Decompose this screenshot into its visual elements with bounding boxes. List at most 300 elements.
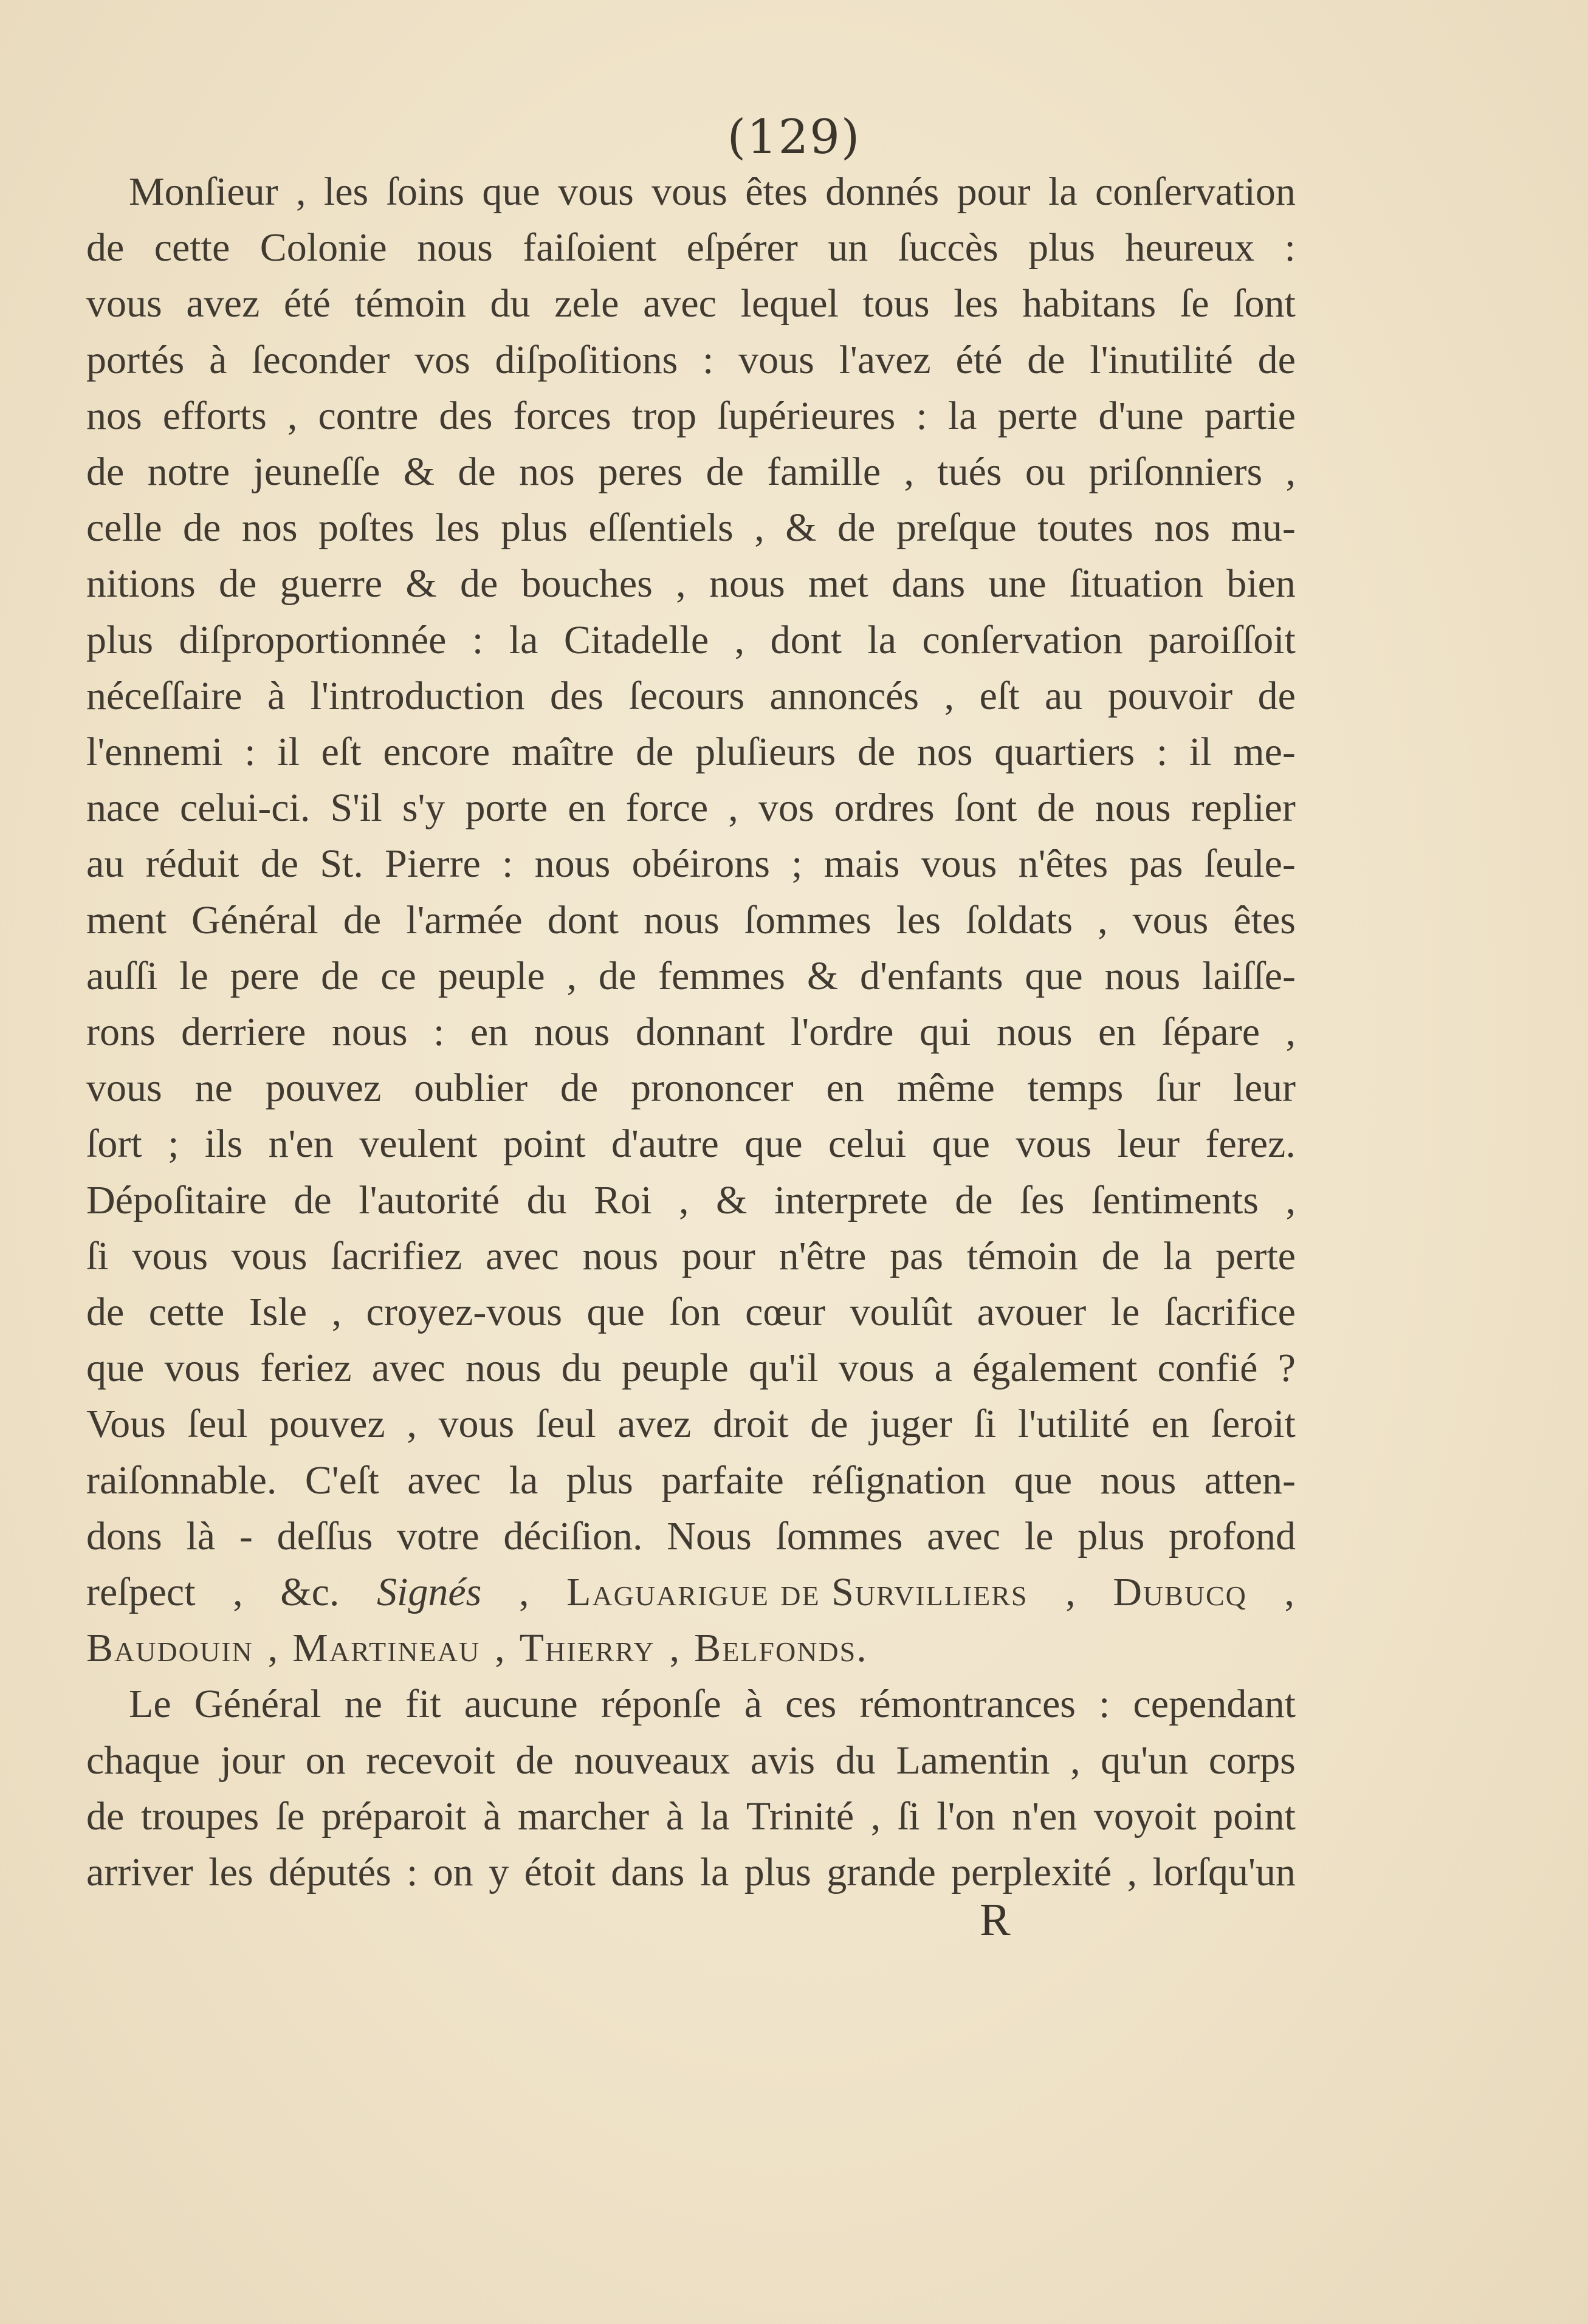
word: de: [86, 1290, 125, 1334]
word: la: [1048, 170, 1078, 214]
word: Thierry: [519, 1626, 655, 1671]
word: l'on: [937, 1794, 995, 1839]
word: cœur: [745, 1290, 826, 1334]
word: on: [305, 1738, 346, 1783]
word: nace: [86, 786, 160, 831]
word: Le: [129, 1682, 171, 1727]
word: nous: [996, 1010, 1073, 1054]
word: les: [896, 897, 941, 942]
word: en: [470, 1010, 509, 1054]
word: à: [483, 1794, 501, 1839]
word: eſpérer: [686, 225, 798, 270]
word: réſignation: [812, 1458, 986, 1503]
word: nous: [534, 1010, 610, 1054]
text-line: [86, 1845, 1296, 1901]
word: nos: [1154, 506, 1211, 550]
word: guerre: [280, 561, 383, 606]
word: l'autorité: [359, 1177, 500, 1222]
word: du: [526, 1177, 567, 1222]
word: vous: [132, 1233, 208, 1278]
word: pour: [681, 1233, 755, 1278]
word: avez: [617, 1402, 692, 1447]
word: pouvez: [269, 1402, 385, 1447]
word: nous: [1095, 786, 1171, 831]
word: chaque: [86, 1738, 200, 1783]
word: nos: [241, 506, 298, 550]
word: voyoit: [1093, 1794, 1197, 1839]
word: ſi: [974, 1402, 997, 1447]
word: ſeul: [187, 1402, 248, 1447]
word: replier: [1191, 786, 1296, 831]
word: ſommes: [744, 897, 871, 942]
word: de: [955, 1177, 993, 1222]
word: celle: [86, 506, 162, 550]
word: nous: [1100, 1458, 1177, 1503]
word: de: [1257, 337, 1296, 382]
text-line: [86, 1004, 1296, 1060]
word: &c.: [280, 1570, 340, 1614]
word: avec: [485, 1233, 559, 1278]
word: Dubucq: [1113, 1570, 1247, 1614]
word: n'être: [779, 1233, 867, 1278]
word: à: [267, 673, 286, 718]
word: donnés: [825, 170, 940, 214]
word: ,: [754, 506, 765, 550]
word: vos: [414, 337, 470, 382]
word: plus: [744, 1850, 811, 1894]
word: vous: [1016, 1122, 1092, 1167]
word: ne: [344, 1682, 382, 1727]
word: ſeule-: [1204, 842, 1296, 886]
word: nous: [582, 1233, 659, 1278]
word: famille: [767, 450, 881, 494]
word: les: [208, 1850, 253, 1894]
word: ſacrifiez: [331, 1233, 462, 1278]
word: vous: [1132, 897, 1209, 942]
word: ſeroit: [1211, 1402, 1296, 1447]
word: dons: [86, 1513, 162, 1558]
word: atten-: [1204, 1458, 1296, 1503]
page-number: (129): [727, 110, 861, 165]
word: ,: [518, 1570, 529, 1614]
word: été: [283, 281, 331, 326]
word: heureux: [1125, 225, 1255, 270]
word: femmes: [658, 953, 785, 998]
word: du: [561, 1346, 602, 1391]
word: ,: [233, 1570, 243, 1614]
word: l'ordre: [790, 1010, 894, 1054]
word: peuple: [438, 953, 545, 998]
word: ;: [791, 842, 803, 886]
word: vos: [758, 786, 814, 831]
text-line: [86, 1733, 1296, 1789]
word: au: [86, 842, 125, 886]
word: ſentiments: [1091, 1177, 1259, 1222]
word: ,: [407, 1402, 417, 1447]
word: que: [586, 1290, 645, 1334]
word: vous: [651, 170, 727, 214]
word: &: [716, 1177, 748, 1222]
word: :: [1099, 1682, 1110, 1727]
word: une: [988, 561, 1047, 606]
word: nos: [86, 393, 142, 438]
word: ?: [1277, 1346, 1296, 1391]
word: force: [625, 786, 709, 831]
word: de: [1101, 1233, 1140, 1278]
word: ,: [944, 673, 955, 718]
word: de: [260, 842, 299, 886]
word: ,: [331, 1290, 342, 1334]
word: avec: [371, 1346, 445, 1391]
word: eſt: [979, 673, 1020, 718]
word: de: [1037, 786, 1075, 831]
word: de: [857, 730, 896, 774]
word: veulent: [359, 1122, 478, 1167]
word: avec: [407, 1458, 481, 1503]
word: au: [1045, 673, 1083, 718]
word: maître: [511, 730, 614, 774]
word: Nous: [667, 1513, 752, 1558]
word: ſort: [86, 1122, 142, 1167]
word: des: [439, 393, 493, 438]
word: ſe: [1180, 281, 1209, 326]
word: l'inutilité: [1090, 337, 1233, 382]
word: ce: [380, 953, 416, 998]
word: nous: [331, 1010, 408, 1054]
text-line: [129, 1676, 1296, 1732]
word: Général: [191, 897, 318, 942]
word: cette: [148, 1290, 225, 1334]
word: vous: [438, 1402, 515, 1447]
word: cependant: [1133, 1682, 1296, 1727]
word: le: [1110, 1290, 1140, 1334]
word: croyez-vous: [366, 1290, 563, 1334]
word: eſt: [321, 730, 362, 774]
word: que: [744, 1122, 803, 1167]
word: Isle: [249, 1290, 308, 1334]
word: l'avez: [839, 337, 931, 382]
word: reſpect: [86, 1570, 196, 1614]
word: pas: [1129, 842, 1183, 886]
word: ſacrifice: [1164, 1290, 1296, 1334]
word: efforts: [162, 393, 267, 438]
word: Lamentin: [896, 1738, 1050, 1783]
word: point: [1213, 1794, 1296, 1839]
text-line: [86, 1173, 1296, 1229]
word: tués: [937, 450, 1002, 494]
text-line: [86, 1565, 1294, 1620]
word: pluſieurs: [695, 730, 836, 774]
word: ,: [679, 1177, 689, 1222]
word: êtes: [1233, 897, 1296, 942]
word: que: [1014, 1458, 1073, 1503]
word: de: [218, 561, 257, 606]
word: on: [433, 1850, 473, 1894]
word: la: [867, 617, 897, 662]
word: :: [244, 730, 256, 774]
word: ,: [669, 1626, 680, 1671]
word: ,: [676, 561, 686, 606]
word: lequel: [740, 281, 839, 326]
word: Laguarigue de Survilliers: [566, 1570, 1028, 1614]
text-line: [86, 1116, 1296, 1172]
word: quartiers: [994, 730, 1135, 774]
word: ,: [904, 450, 914, 494]
word: conſervation: [922, 617, 1123, 662]
word: étoit: [524, 1850, 596, 1894]
word: &: [785, 506, 817, 550]
word: avec: [643, 281, 717, 326]
word: celui-ci.: [179, 786, 311, 831]
word: aucune: [464, 1682, 578, 1727]
word: marcher: [517, 1794, 650, 1839]
word: ſont: [1233, 281, 1296, 326]
word: ,: [1127, 1850, 1137, 1894]
word: peuple: [621, 1346, 729, 1391]
word: paroiſſoit: [1148, 617, 1296, 662]
word: même: [896, 1066, 995, 1111]
word: de: [86, 225, 125, 270]
word: témoin: [354, 281, 466, 326]
word: nous: [534, 842, 611, 886]
word: ,: [870, 1794, 881, 1839]
word: en: [1098, 1010, 1136, 1054]
signature-mark: R: [980, 1894, 1011, 1945]
word: nitions: [86, 561, 196, 606]
word: ,: [296, 170, 306, 214]
word: ,: [728, 786, 738, 831]
word: :: [1156, 730, 1168, 774]
word: cette: [154, 225, 230, 270]
word: vous: [86, 1066, 162, 1111]
word: ordres: [834, 786, 935, 831]
word: également: [972, 1346, 1138, 1391]
text-line: [86, 612, 1296, 668]
word: feriez: [260, 1346, 352, 1391]
word: poſtes: [318, 506, 414, 550]
word: raiſonnable.: [86, 1458, 277, 1503]
word: ſeconder: [252, 337, 390, 382]
word: avez: [186, 281, 260, 326]
word: à: [744, 1682, 762, 1727]
word: rons: [86, 1010, 156, 1054]
word: il: [1189, 730, 1212, 774]
word: ,: [566, 953, 577, 998]
word: pour: [957, 170, 1031, 214]
word: recevoit: [366, 1738, 495, 1783]
word: interprete: [774, 1177, 928, 1222]
word: grande: [827, 1850, 936, 1894]
word: laiſſe-: [1202, 953, 1296, 998]
word: Martineau: [292, 1626, 481, 1671]
word: de: [560, 1066, 599, 1111]
word: ſe: [275, 1794, 305, 1839]
word: perte: [997, 393, 1078, 438]
word: vous: [231, 1233, 308, 1278]
word: la: [699, 1850, 729, 1894]
word: :: [407, 1850, 418, 1894]
word: St.: [320, 842, 363, 886]
word: là: [186, 1513, 216, 1558]
word: du: [835, 1738, 876, 1783]
word: leur: [1233, 1066, 1296, 1111]
word: y: [489, 1850, 509, 1894]
word: pouvoir: [1107, 673, 1233, 718]
word: diſproportionnée: [179, 617, 447, 662]
word: partie: [1204, 393, 1296, 438]
word: de: [837, 506, 876, 550]
word: vous: [838, 1346, 915, 1391]
word: d'enfants: [860, 953, 1003, 998]
word: ils: [204, 1122, 243, 1167]
word: plus: [1078, 1513, 1145, 1558]
word: qui: [919, 1010, 971, 1054]
word: auſſi: [86, 953, 158, 998]
word: temps: [1027, 1066, 1124, 1111]
word: deſſus: [277, 1513, 373, 1558]
word: préparoit: [321, 1794, 467, 1839]
word: perte: [1215, 1233, 1296, 1278]
text-line: [86, 1509, 1296, 1565]
word: plus: [500, 506, 568, 550]
text-line: [86, 668, 1296, 724]
word: avouer: [977, 1290, 1087, 1334]
word: ,: [1285, 450, 1296, 494]
word: de: [810, 1402, 848, 1447]
word: vous: [86, 281, 162, 326]
word: les: [954, 281, 999, 326]
word: ne: [194, 1066, 233, 1111]
word: ,: [1070, 1738, 1081, 1783]
word: ,: [1285, 1010, 1296, 1054]
word: ,: [287, 393, 298, 438]
word: ſépare: [1161, 1010, 1260, 1054]
word: réduit: [145, 842, 239, 886]
word: plus: [86, 617, 154, 662]
text-line: [86, 948, 1296, 1004]
word: ,: [1285, 1177, 1296, 1222]
word: la: [700, 1794, 730, 1839]
word: ſupérieures: [717, 393, 896, 438]
text-line: [86, 780, 1296, 836]
word: mu-: [1231, 506, 1296, 550]
text-line: [86, 893, 1296, 948]
word: de: [636, 730, 674, 774]
word: portés: [86, 337, 185, 382]
text-line: [86, 1789, 1296, 1845]
word: Colonie: [260, 225, 387, 270]
word: ;: [168, 1122, 179, 1167]
word: dans: [611, 1850, 685, 1894]
word: &: [403, 450, 435, 494]
word: Trinité: [746, 1794, 854, 1839]
word: plus: [566, 1458, 633, 1503]
word: la: [1163, 1233, 1192, 1278]
word: bien: [1226, 561, 1296, 606]
word: la: [509, 617, 538, 662]
word: Vous: [86, 1402, 166, 1447]
word: ſi: [86, 1233, 109, 1278]
word: &: [405, 561, 437, 606]
word: déciſion.: [503, 1513, 643, 1558]
word: êtes: [745, 170, 808, 214]
word: nous: [1104, 953, 1181, 998]
word: :: [433, 1010, 445, 1054]
word: ou: [1025, 450, 1065, 494]
word: voulût: [850, 1290, 953, 1334]
word: fit: [405, 1682, 441, 1727]
word: réponſe: [600, 1682, 721, 1727]
word: ſommes: [775, 1513, 903, 1558]
text-line: [86, 444, 1296, 500]
word: met: [808, 561, 868, 606]
word: priſonniers: [1088, 450, 1263, 494]
word: qu'il: [749, 1346, 819, 1391]
word: vous: [738, 337, 814, 382]
word: en: [826, 1066, 864, 1111]
word: votre: [397, 1513, 479, 1558]
word: eſſentiels: [588, 506, 734, 550]
word: plus: [1028, 225, 1096, 270]
word: perplexité: [951, 1850, 1112, 1894]
word: obéirons: [631, 842, 770, 886]
word: ſi: [897, 1794, 920, 1839]
text-line: [86, 1340, 1296, 1396]
word: rémontrances: [859, 1682, 1076, 1727]
word: à: [665, 1794, 684, 1839]
word: à: [209, 337, 227, 382]
word: trop: [631, 393, 697, 438]
word: s'y: [402, 786, 445, 831]
word: :: [472, 617, 484, 662]
word: les: [323, 170, 369, 214]
word: S'il: [330, 786, 382, 831]
word: de: [515, 1738, 554, 1783]
word: Dépoſitaire: [86, 1177, 267, 1222]
word: nos: [916, 730, 973, 774]
text-line: [129, 164, 1296, 220]
word: de: [183, 506, 221, 550]
word: d'une: [1098, 393, 1184, 438]
word: pouvez: [265, 1066, 382, 1111]
word: que: [932, 1122, 990, 1167]
word: du: [490, 281, 531, 326]
word: que: [482, 170, 540, 214]
word: &: [806, 953, 839, 998]
word: nouveaux: [574, 1738, 730, 1783]
word: leur: [1117, 1122, 1180, 1167]
word: vous: [164, 1346, 241, 1391]
word: les: [435, 506, 480, 550]
word: :: [1284, 225, 1296, 270]
word: oublier: [414, 1066, 528, 1111]
word: avec: [927, 1513, 1001, 1558]
word: diſpoſitions: [495, 337, 678, 382]
text-line: [86, 332, 1296, 388]
word: ,: [267, 1626, 278, 1671]
word: jeuneſſe: [253, 450, 380, 494]
word: conſervation: [1095, 170, 1296, 214]
word: forces: [513, 393, 611, 438]
word: ſoldats: [966, 897, 1073, 942]
word: de: [458, 450, 496, 494]
word: me-: [1233, 730, 1296, 774]
word: Baudouin: [86, 1626, 253, 1671]
word: nous: [709, 561, 785, 606]
word: de: [706, 450, 744, 494]
word: de: [86, 1794, 125, 1839]
word: ,: [734, 617, 745, 662]
